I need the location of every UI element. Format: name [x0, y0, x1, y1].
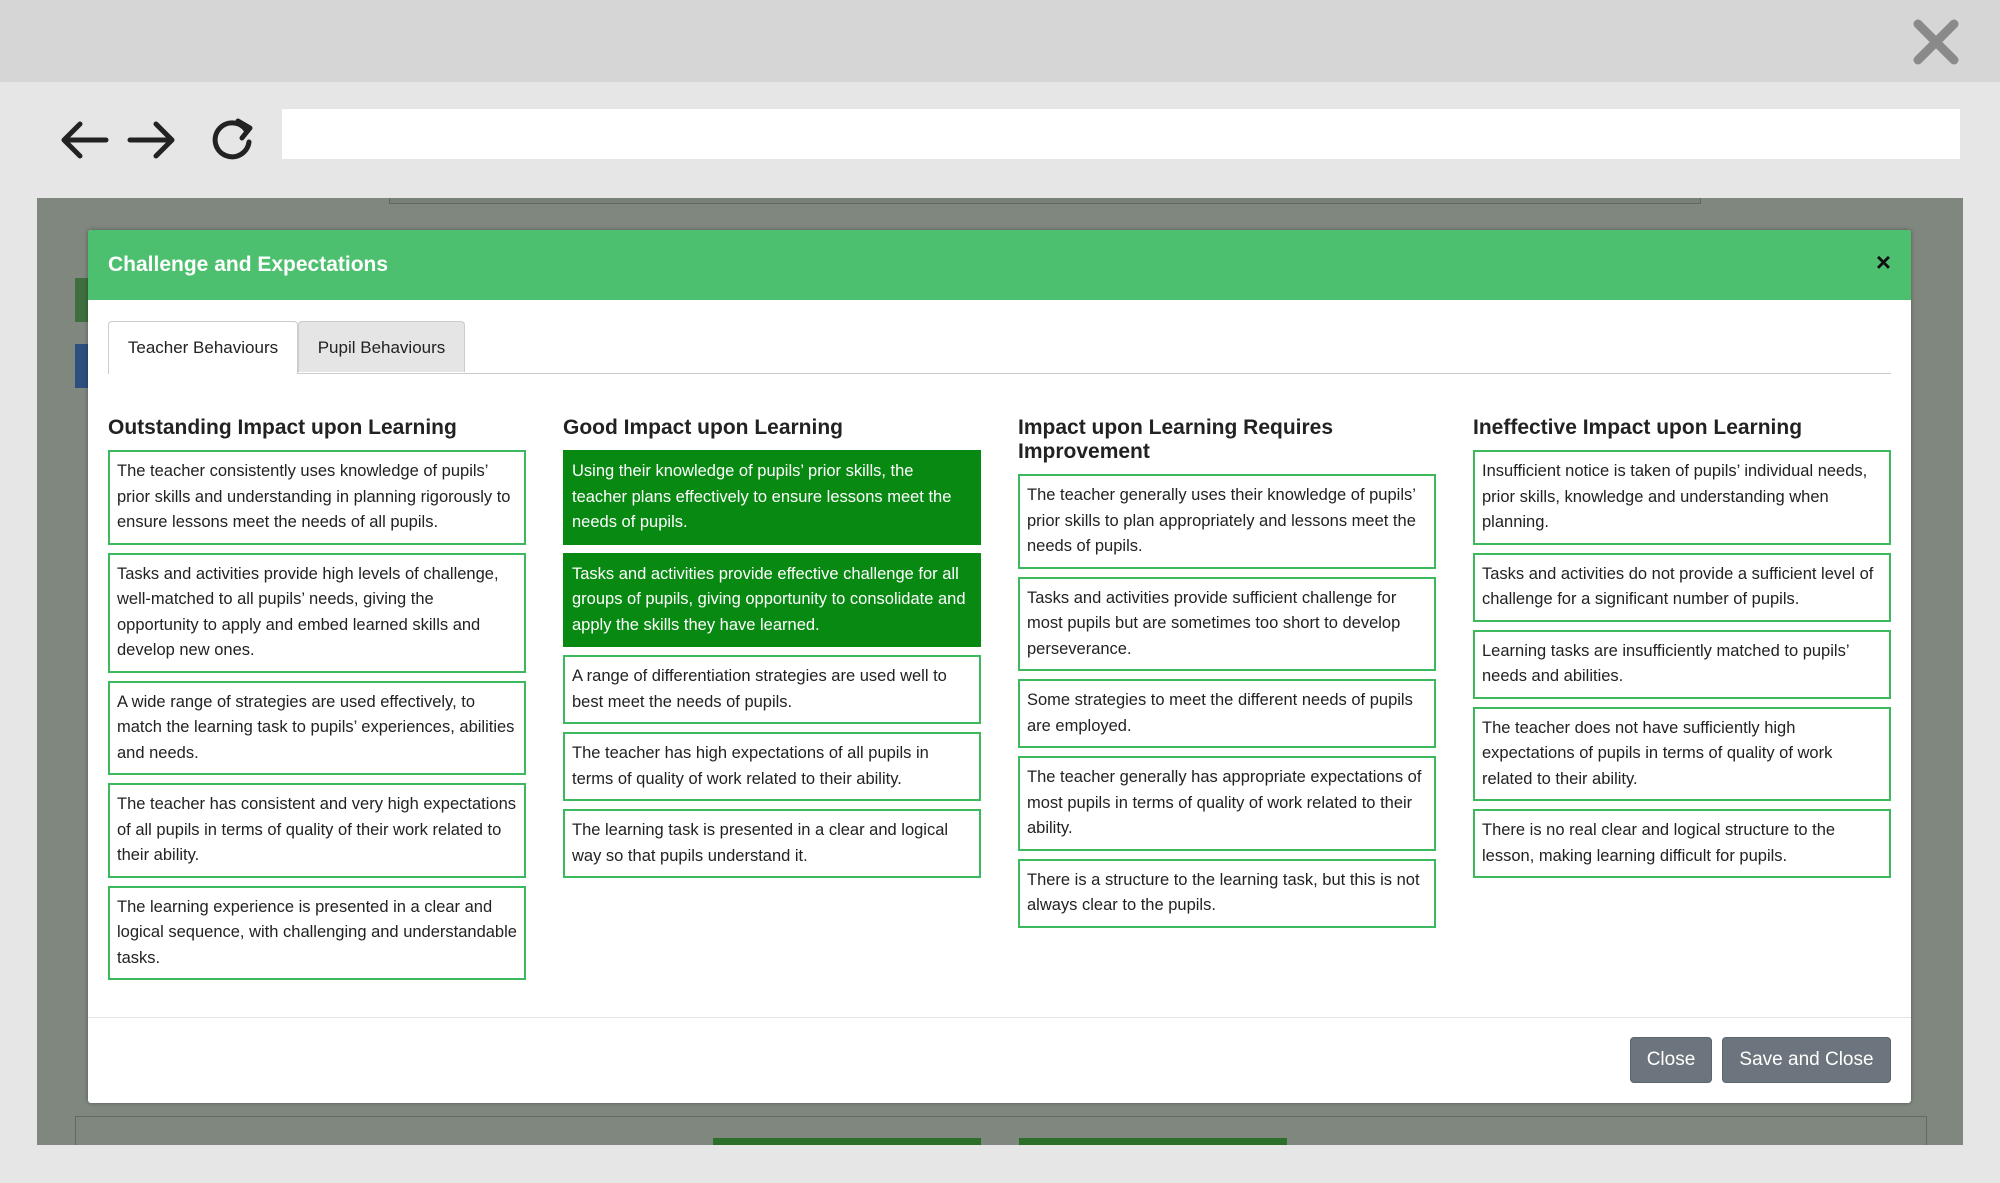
- url-bar[interactable]: [282, 109, 1960, 159]
- save-and-close-button[interactable]: Save and Close: [1722, 1037, 1891, 1083]
- modal-header: [88, 230, 1911, 300]
- column-good: [563, 416, 981, 886]
- page-bottom-green-bar: [1019, 1138, 1287, 1145]
- browser-title-bar: [0, 0, 2000, 82]
- criterion-cell[interactable]: The teacher has high expectations of all pupils in terms of quality of work related to their ability.: [563, 732, 981, 801]
- criterion-cell[interactable]: The teacher generally uses their knowledge of pupils’ prior skills to plan appropriately and lessons meet the needs of pupils.: [1018, 474, 1436, 569]
- page-blue-button: [75, 344, 89, 388]
- page-top-bar: [389, 198, 1701, 204]
- criterion-cell[interactable]: Some strategies to meet the different needs of pupils are employed.: [1018, 679, 1436, 748]
- criterion-cell[interactable]: Using their knowledge of pupils’ prior skills, the teacher plans effectively to ensure lessons meet the needs of pupils.: [563, 450, 981, 545]
- modal-close-icon[interactable]: ×: [1875, 247, 1891, 277]
- challenge-expectations-modal: [88, 230, 1911, 1103]
- criterion-cell[interactable]: The teacher has consistent and very high expectations of all pupils in terms of quality of their work related to their ability.: [108, 783, 526, 878]
- close-window-icon[interactable]: [1910, 16, 1962, 68]
- criterion-cell[interactable]: Learning tasks are insufficiently matched to pupils’ needs and abilities.: [1473, 630, 1891, 699]
- column-title: Outstanding Impact upon Learning: [108, 416, 457, 439]
- criterion-cell[interactable]: Insufficient notice is taken of pupils’ individual needs, prior skills, knowledge and understanding when planning.: [1473, 450, 1891, 545]
- criterion-cell[interactable]: The teacher generally has appropriate expectations of most pupils in terms of quality of work related to their ability.: [1018, 756, 1436, 851]
- criterion-cell[interactable]: Tasks and activities provide sufficient challenge for most pupils but are sometimes too short to develop perseverance.: [1018, 577, 1436, 672]
- criterion-cell[interactable]: The learning experience is presented in a clear and logical sequence, with challenging and understandable tasks.: [108, 886, 526, 981]
- column-ineffective: [1473, 416, 1891, 886]
- criterion-cell[interactable]: A wide range of strategies are used effectively, to match the learning task to pupils’ experiences, abilities and needs.: [108, 681, 526, 776]
- column-outstanding: [108, 416, 526, 988]
- tab-pupil-behaviours[interactable]: Pupil Behaviours: [298, 321, 465, 372]
- page-bottom-panel: [75, 1116, 1927, 1145]
- criterion-cell[interactable]: There is a structure to the learning task, but this is not always clear to the pupils.: [1018, 859, 1436, 928]
- reload-icon[interactable]: [204, 112, 260, 168]
- column-title: Impact upon Learning Requires Improvement: [1018, 416, 1334, 463]
- criterion-cell[interactable]: A range of differentiation strategies are used well to best meet the needs of pupils.: [563, 655, 981, 724]
- back-arrow-icon[interactable]: [56, 112, 112, 168]
- forward-arrow-icon[interactable]: [124, 112, 180, 168]
- modal-title: Challenge and Expectations: [108, 253, 389, 276]
- behaviour-tabs: [108, 321, 1891, 374]
- page-bottom-green-bar: [713, 1138, 981, 1145]
- browser-nav-bar: [0, 82, 2000, 198]
- modal-footer: [88, 1017, 1911, 1103]
- criterion-cell[interactable]: There is no real clear and logical structure to the lesson, making learning difficult for pupils.: [1473, 809, 1891, 878]
- column-requires-improvement: [1018, 416, 1436, 936]
- criterion-cell[interactable]: The teacher consistently uses knowledge of pupils’ prior skills and understanding in planning rigorously to ensure lessons meet the needs of all pupils.: [108, 450, 526, 545]
- tab-teacher-behaviours[interactable]: Teacher Behaviours: [108, 321, 298, 374]
- criterion-cell[interactable]: Tasks and activities provide high levels of challenge, well-matched to all pupils’ needs, giving the opportunity to apply and embed learned skills and develop new ones.: [108, 553, 526, 673]
- criterion-cell[interactable]: The learning task is presented in a clear and logical way so that pupils understand it.: [563, 809, 981, 878]
- criterion-cell[interactable]: Tasks and activities provide effective challenge for all groups of pupils, giving opportunity to consolidate and apply the skills they have learned.: [563, 553, 981, 648]
- criterion-cell[interactable]: The teacher does not have sufficiently high expectations of pupils in terms of quality of work related to their ability.: [1473, 707, 1891, 802]
- column-title: Good Impact upon Learning: [563, 416, 843, 439]
- column-title: Ineffective Impact upon Learning: [1473, 416, 1803, 439]
- close-button[interactable]: Close: [1630, 1037, 1712, 1083]
- page-green-button: [75, 278, 89, 322]
- criterion-cell[interactable]: Tasks and activities do not provide a sufficient level of challenge for a significant number of pupils.: [1473, 553, 1891, 622]
